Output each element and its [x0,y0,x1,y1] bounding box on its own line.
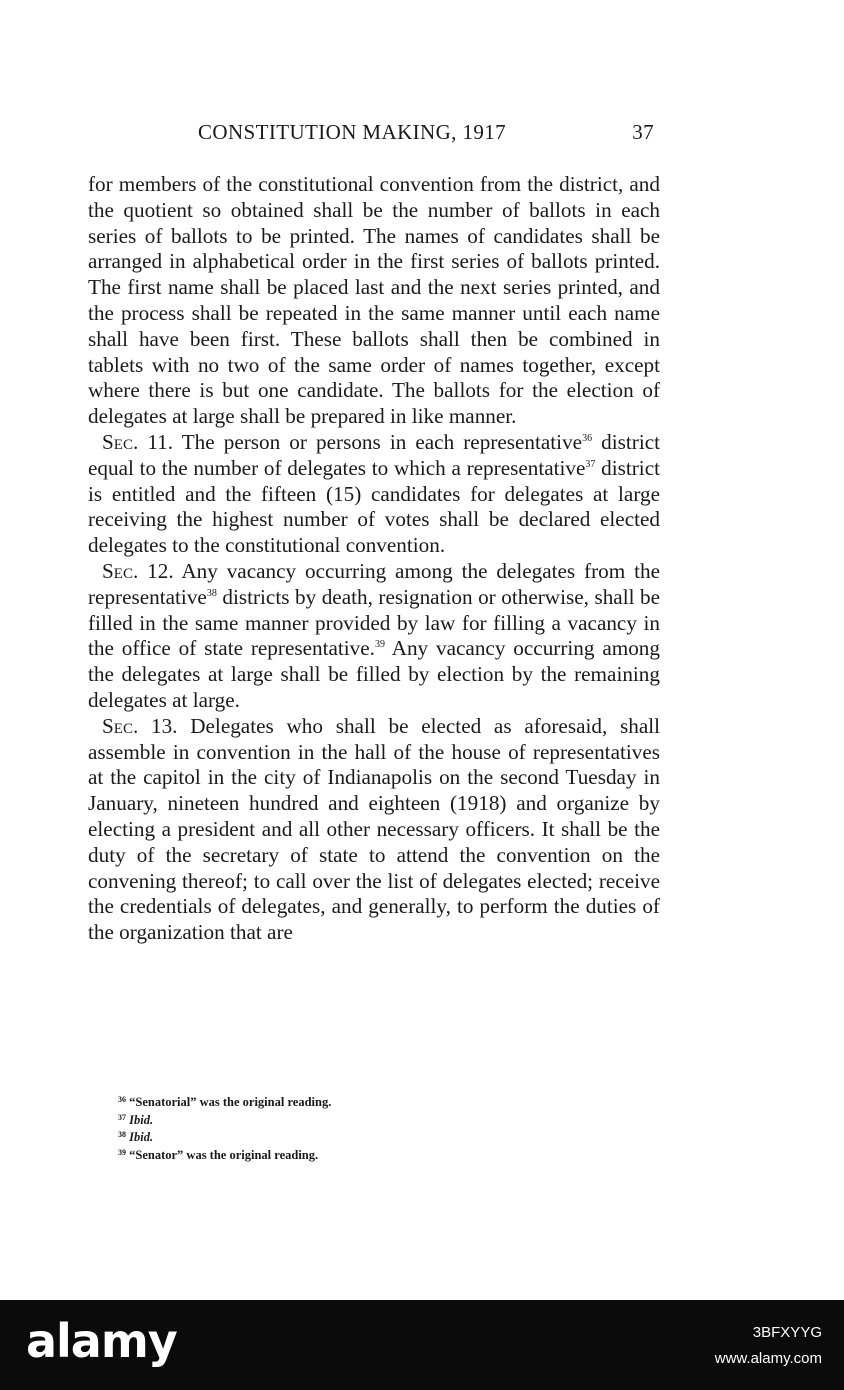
section-text: Delegates who shall be elected as aforesaid, shall assemble in convention in the hall of the house of representatives at the capitol in the city of Indianapolis on the second Tuesday in January, nineteen hundred and eighteen (1918) and organize by electing a president and all other necessary officers. It shall be the duty of the secretary of state to attend the convention on the convening thereof; to call over the list of delegates elected; receive the credentials of delegates, and generally, to perform the duties of the organization that are [88,713,661,945]
section-13 [88,714,660,946]
section-text: district is entitled and the fifteen (15) candidates for delegates at large receiving the highest number of votes shall be declared elected delegates to the constitutional convention. [88,455,660,558]
section-11 [88,430,660,559]
footnote-number: 39 [118,1147,126,1157]
footnote-number: 36 [118,1095,126,1104]
footnote-ref: 36 [582,432,593,444]
page-number: 37 [632,120,654,144]
section-text: The person or persons in each representative [173,429,583,454]
running-head [88,120,658,150]
section-label: Sec. 12. [102,558,174,583]
body-text [88,172,660,946]
section-text: district equal to the number of delegates to which a representative [88,429,660,480]
section-label: Sec. 11. [102,429,174,454]
footnote-number: 38 [118,1130,126,1139]
footnote-number: 37 [118,1112,126,1122]
footnote-text: “Senatorial” was the original reading. [129,1095,332,1109]
section-text: districts by death, resignation or otherwise, shall be filled in the same manner provided by law for filling a vacancy in the office of state representative. [88,584,660,661]
image-id: 3BFXYYG [752,1324,822,1341]
section-12 [88,559,660,714]
footnote-ref: 37 [585,458,596,470]
paragraph-continuation: for members of the constitutional convention from the district, and the quotient so obtained shall be the number of ballots in each series of ballots to be printed. The names of candidates shall be arranged in alphabetical order in the first series of ballots printed. The first name shall be placed last and the next series printed, and the process shall be repeated in the same manner until each name shall have been first. These ballots shall then be combined in tablets with no two of the same order of names together, except where there is but one candidate. The ballots for the election of delegates at large shall be prepared in like manner. [88,172,660,429]
footnotes [118,1094,518,1164]
section-label: Sec. 13. [102,713,178,738]
site-url: www.alamy.com [714,1350,822,1367]
footnote-ref: 39 [374,639,385,651]
footnote [118,1094,518,1112]
running-head-title: CONSTITUTION MAKING, 1917 [198,120,507,144]
footnote-ref: 38 [206,587,217,599]
footnote [118,1147,518,1165]
section-text: Any vacancy occurring among the delegates at large shall be filled by election by the remaining delegates at large. [88,636,660,712]
footnote-text: “Senator” was the original reading. [129,1147,319,1162]
footnote-text: Ibid. [129,1112,154,1127]
alamy-logo: alamy [26,1314,177,1368]
section-text: Any vacancy occurring among the delegates from the representative [88,558,661,609]
footnote-text: Ibid. [129,1130,154,1144]
watermark-banner [0,1300,844,1390]
footnote [118,1129,518,1147]
footnote [118,1112,518,1130]
